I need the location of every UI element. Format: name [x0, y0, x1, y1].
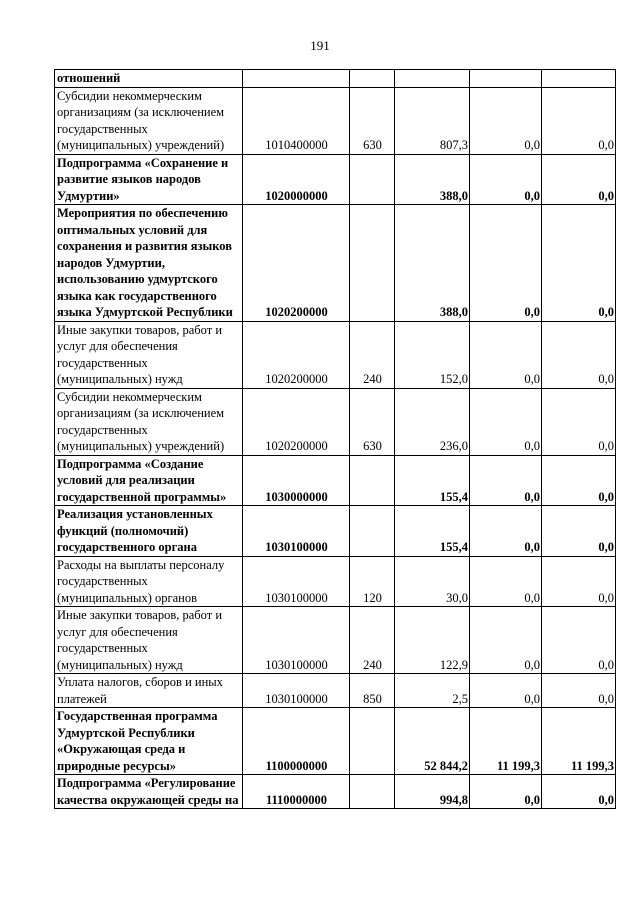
expense-type-cell: 240 — [350, 607, 395, 674]
table-row — [55, 674, 616, 708]
target-code-cell — [243, 70, 350, 88]
target-code-cell: 1110000000 — [243, 775, 350, 809]
sum-year1-cell: 152,0 — [395, 321, 470, 388]
table-row — [55, 455, 616, 506]
sum-year1-cell: 155,4 — [395, 455, 470, 506]
expense-type-cell — [350, 455, 395, 506]
table-row — [55, 205, 616, 322]
sum-year2-cell: 0,0 — [470, 607, 542, 674]
expense-type-cell: 120 — [350, 556, 395, 607]
sum-year1-cell — [395, 70, 470, 88]
expense-name-cell: Иные закупки товаров, работ и услуг для обеспечения государственных (муниципальных) нужд — [55, 607, 243, 674]
expense-name-cell: Уплата налогов, сборов и иных платежей — [55, 674, 243, 708]
table-row — [55, 708, 616, 775]
target-code-cell: 1020200000 — [243, 388, 350, 455]
target-code-cell: 1030000000 — [243, 455, 350, 506]
table-row — [55, 607, 616, 674]
sum-year3-cell: 0,0 — [542, 556, 616, 607]
sum-year1-cell: 994,8 — [395, 775, 470, 809]
page-number: 191 — [310, 38, 330, 53]
expense-name-cell: Государственная программа Удмуртской Республики «Окружающая среда и природные ресурсы» — [55, 708, 243, 775]
table-row — [55, 70, 616, 88]
sum-year3-cell: 11 199,3 — [542, 708, 616, 775]
target-code-cell: 1100000000 — [243, 708, 350, 775]
sum-year1-cell: 30,0 — [395, 556, 470, 607]
expense-name-cell: Субсидии некоммерческим организациям (за исключением государственных (муниципальных) учреждений) — [55, 388, 243, 455]
target-code-cell: 1030100000 — [243, 674, 350, 708]
table-row — [55, 506, 616, 557]
expense-type-cell — [350, 506, 395, 557]
sum-year3-cell: 0,0 — [542, 775, 616, 809]
table-row — [55, 321, 616, 388]
sum-year2-cell: 11 199,3 — [470, 708, 542, 775]
expense-type-cell: 630 — [350, 388, 395, 455]
expense-type-cell — [350, 205, 395, 322]
expense-name-cell: Подпрограмма «Сохранение и развитие языков народов Удмуртии» — [55, 154, 243, 205]
sum-year1-cell: 52 844,2 — [395, 708, 470, 775]
sum-year2-cell — [470, 70, 542, 88]
expense-type-cell — [350, 708, 395, 775]
sum-year3-cell — [542, 70, 616, 88]
sum-year3-cell: 0,0 — [542, 455, 616, 506]
expense-name-cell: отношений — [55, 70, 243, 88]
sum-year3-cell: 0,0 — [542, 674, 616, 708]
sum-year2-cell: 0,0 — [470, 455, 542, 506]
sum-year3-cell: 0,0 — [542, 607, 616, 674]
sum-year2-cell: 0,0 — [470, 775, 542, 809]
sum-year3-cell: 0,0 — [542, 205, 616, 322]
table-row — [55, 775, 616, 809]
sum-year3-cell: 0,0 — [542, 154, 616, 205]
target-code-cell: 1030100000 — [243, 607, 350, 674]
target-code-cell: 1020000000 — [243, 154, 350, 205]
sum-year2-cell: 0,0 — [470, 506, 542, 557]
target-code-cell: 1010400000 — [243, 87, 350, 154]
sum-year3-cell: 0,0 — [542, 388, 616, 455]
expense-type-cell — [350, 70, 395, 88]
sum-year3-cell: 0,0 — [542, 506, 616, 557]
budget-table — [54, 69, 616, 809]
sum-year2-cell: 0,0 — [470, 388, 542, 455]
sum-year2-cell: 0,0 — [470, 556, 542, 607]
expense-name-cell: Подпрограмма «Регулирование качества окружающей среды на — [55, 775, 243, 809]
expense-name-cell: Мероприятия по обеспечению оптимальных условий для сохранения и развития языков народов Удмуртии, использованию удмуртского языка как государственного языка Удмуртской Республики — [55, 205, 243, 322]
sum-year2-cell: 0,0 — [470, 674, 542, 708]
table-row — [55, 87, 616, 154]
sum-year1-cell: 388,0 — [395, 154, 470, 205]
sum-year1-cell: 807,3 — [395, 87, 470, 154]
table-row — [55, 154, 616, 205]
table-row — [55, 556, 616, 607]
table-row — [55, 388, 616, 455]
expense-type-cell: 850 — [350, 674, 395, 708]
expense-type-cell: 240 — [350, 321, 395, 388]
sum-year2-cell: 0,0 — [470, 154, 542, 205]
sum-year1-cell: 388,0 — [395, 205, 470, 322]
target-code-cell: 1020200000 — [243, 321, 350, 388]
sum-year1-cell: 236,0 — [395, 388, 470, 455]
expense-name-cell: Субсидии некоммерческим организациям (за исключением государственных (муниципальных) учреждений) — [55, 87, 243, 154]
sum-year3-cell: 0,0 — [542, 87, 616, 154]
expense-type-cell — [350, 154, 395, 205]
expense-name-cell: Иные закупки товаров, работ и услуг для обеспечения государственных (муниципальных) нужд — [55, 321, 243, 388]
sum-year2-cell: 0,0 — [470, 87, 542, 154]
target-code-cell: 1030100000 — [243, 506, 350, 557]
sum-year1-cell: 2,5 — [395, 674, 470, 708]
expense-type-cell: 630 — [350, 87, 395, 154]
expense-type-cell — [350, 775, 395, 809]
sum-year3-cell: 0,0 — [542, 321, 616, 388]
expense-name-cell: Расходы на выплаты персоналу государственных (муниципальных) органов — [55, 556, 243, 607]
expense-name-cell: Реализация установленных функций (полномочий) государственного органа — [55, 506, 243, 557]
sum-year2-cell: 0,0 — [470, 205, 542, 322]
target-code-cell: 1030100000 — [243, 556, 350, 607]
target-code-cell: 1020200000 — [243, 205, 350, 322]
sum-year1-cell: 122,9 — [395, 607, 470, 674]
expense-name-cell: Подпрограмма «Создание условий для реализации государственной программы» — [55, 455, 243, 506]
sum-year2-cell: 0,0 — [470, 321, 542, 388]
sum-year1-cell: 155,4 — [395, 506, 470, 557]
